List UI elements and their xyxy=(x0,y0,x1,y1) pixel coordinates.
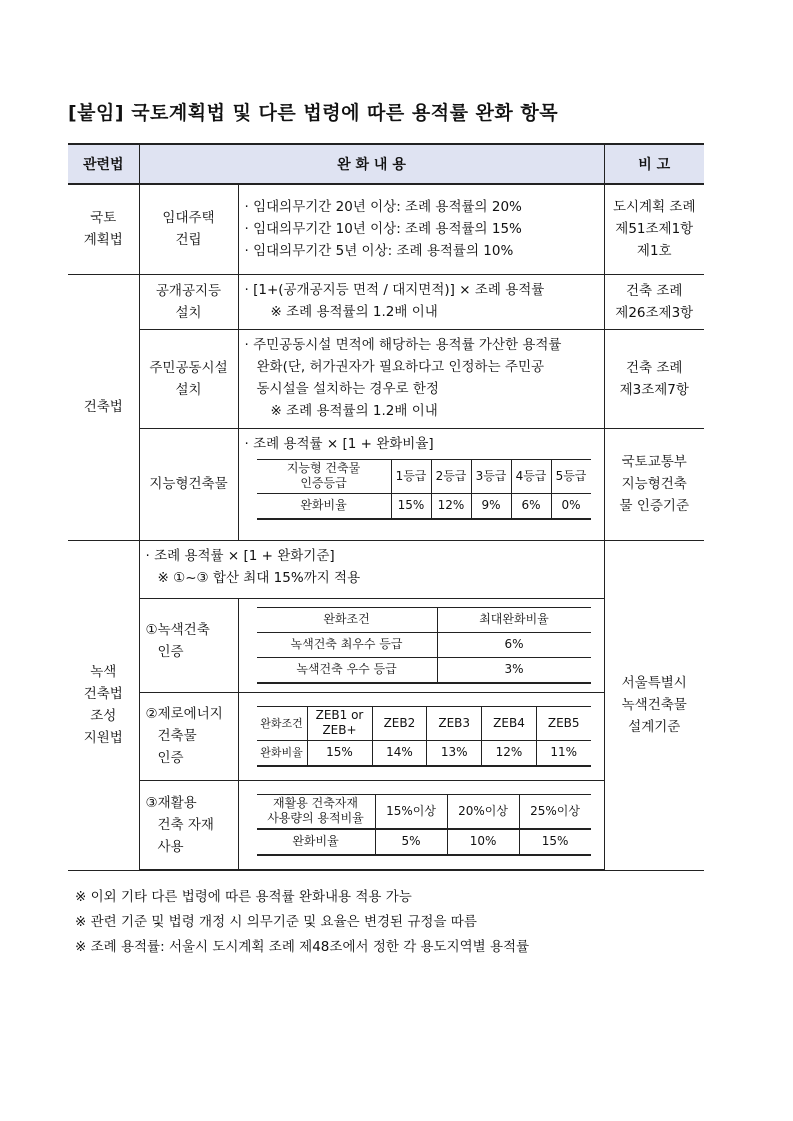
rate-cell: 15% xyxy=(519,829,590,855)
content-cell xyxy=(139,540,604,598)
content-line: ※ 조례 용적률의 1.2배 이내 xyxy=(270,303,438,320)
item-text: 임대주택 xyxy=(162,210,215,227)
item-text: 설치 xyxy=(175,381,202,398)
header-remarks: 비 고 xyxy=(604,144,704,184)
level-cell: 25%이상 xyxy=(519,795,590,829)
law-cell xyxy=(68,184,139,274)
grade-cell: 4등급 xyxy=(511,459,551,493)
content-cell xyxy=(238,598,604,692)
grade-cell: ZEB5 xyxy=(536,706,590,740)
cell-text: 사용량의 용적비율 xyxy=(267,811,364,826)
remarks-text: 설계기준 xyxy=(628,719,681,735)
table-row xyxy=(68,540,704,598)
table-row xyxy=(68,428,704,540)
item-cell: 지능형건축물 xyxy=(139,428,238,540)
rate-cell: 0% xyxy=(551,493,591,519)
content-line: · 조례 용적률 × [1 + 완화기준] xyxy=(145,547,335,564)
item-text: ②제로에너지 xyxy=(145,706,223,722)
content-line: · 임대의무기간 5년 이상: 조례 용적률의 10% xyxy=(244,243,514,260)
law-text: 국토 xyxy=(90,210,117,227)
remarks-cell xyxy=(604,329,704,428)
zeb-table xyxy=(257,706,591,767)
green-cert-table xyxy=(257,607,591,684)
law-cell xyxy=(68,540,139,870)
rate-cell: 5% xyxy=(375,829,447,855)
remarks-text: 도시계획 조례 xyxy=(612,199,696,216)
remarks-cell xyxy=(604,274,704,329)
rate-cell: 6% xyxy=(437,632,591,657)
remarks-text: 물 인증기준 xyxy=(619,498,689,514)
level-cell: 20%이상 xyxy=(447,795,519,829)
content-cell xyxy=(238,329,604,428)
item-text: ①녹색건축 xyxy=(145,621,210,638)
content-line: · 임대의무기간 10년 이상: 조례 용적률의 15% xyxy=(244,221,522,238)
content-line: · 임대의무기간 20년 이상: 조례 용적률의 20% xyxy=(244,199,522,216)
item-cell xyxy=(139,184,238,274)
item-text: 사용 xyxy=(157,838,184,855)
remarks-text: 제51조제1항 xyxy=(615,221,694,238)
cell-text: 재활용 건축자재 xyxy=(273,796,358,811)
item-text: ③재활용 xyxy=(145,794,197,811)
rate-cell: 13% xyxy=(427,740,482,766)
table-row xyxy=(68,184,704,274)
remarks-text: 건축 조례 xyxy=(626,359,683,376)
table-header-row xyxy=(68,144,704,184)
rate-cell: 15% xyxy=(307,740,372,766)
smart-head-cell xyxy=(257,459,392,493)
grade-cell: ZEB1 or ZEB+ xyxy=(307,706,372,740)
remarks-text: 녹색건축물 xyxy=(621,697,687,713)
item-cell xyxy=(139,780,238,870)
content-line: 완화(단, 허가권자가 필요하다고 인정하는 주민공 xyxy=(256,358,545,375)
remarks-cell xyxy=(604,184,704,274)
content-cell xyxy=(238,274,604,329)
rate-cell: 9% xyxy=(471,493,511,519)
law-text: 녹색 xyxy=(90,664,117,680)
item-cell xyxy=(139,329,238,428)
head-cell xyxy=(257,795,376,829)
remarks-text: 국토교통부 xyxy=(621,454,687,470)
rate-label-cell: 완화비율 xyxy=(257,829,376,855)
law-text: 계획법 xyxy=(83,232,123,249)
content-line: 동시설을 설치하는 경우로 한정 xyxy=(256,380,439,397)
remarks-text: 지능형건축 xyxy=(621,476,687,492)
cell-text: 지능형 건축물 xyxy=(286,461,361,475)
header-content: 완 화 내 용 xyxy=(139,144,604,184)
grade-cell: ZEB2 xyxy=(372,706,427,740)
content-cell xyxy=(238,428,604,540)
content-line: · [1+(공개공지등 면적 / 대지면적)] × 조례 용적률 xyxy=(244,281,545,298)
grade-cell: ZEB4 xyxy=(482,706,537,740)
grade-cell: 2등급 xyxy=(431,459,471,493)
content-line: ※ 조례 용적률의 1.2배 이내 xyxy=(270,402,438,419)
content-cell xyxy=(238,780,604,870)
rate-label-cell: 완화비율 xyxy=(257,493,392,519)
item-text: 공개공지등 xyxy=(155,282,222,299)
condition-cell: 녹색건축 최우수 등급 xyxy=(257,632,438,657)
content-line: ※ ①~③ 합산 최대 15%까지 적용 xyxy=(157,569,361,586)
item-text: 인증 xyxy=(157,750,184,766)
footnotes xyxy=(75,885,529,960)
content-cell xyxy=(238,184,604,274)
head-cell: 완화조건 xyxy=(257,607,438,632)
grade-cell: 3등급 xyxy=(471,459,511,493)
rate-cell: 3% xyxy=(437,657,591,683)
remarks-text: 건축 조례 xyxy=(626,282,683,299)
remarks-text: 서울특별시 xyxy=(621,675,687,691)
page-title: [붙임] 국토계획법 및 다른 법령에 따른 용적률 완화 항목 xyxy=(68,102,559,124)
rate-cell: 15% xyxy=(391,493,431,519)
relaxation-table xyxy=(68,143,704,871)
item-text: 건립 xyxy=(175,232,202,249)
item-cell xyxy=(139,274,238,329)
item-text: 설치 xyxy=(175,304,202,321)
remarks-cell xyxy=(604,428,704,540)
table-row xyxy=(68,274,704,329)
remarks-text: 제1호 xyxy=(636,243,672,260)
law-text: 조성 xyxy=(90,708,117,724)
header-law: 관련법 xyxy=(68,144,139,184)
footnote: ※ 조례 용적률: 서울시 도시계획 조례 제48조에서 정한 각 용도지역별 용적률 xyxy=(75,939,530,955)
rate-cell: 12% xyxy=(482,740,537,766)
item-text: 건축물 xyxy=(157,728,197,744)
law-text: 건축법 xyxy=(83,686,123,702)
content-line: · 주민공동시설 면적에 해당하는 용적률 가산한 용적률 xyxy=(244,336,562,353)
item-cell xyxy=(139,692,238,780)
law-cell: 건축법 xyxy=(68,274,139,540)
footnote: ※ 이외 기타 다른 법령에 따른 용적률 완화내용 적용 가능 xyxy=(75,889,412,905)
table-row xyxy=(68,329,704,428)
item-cell xyxy=(139,598,238,692)
item-text: 인증 xyxy=(157,643,184,660)
law-text: 지원법 xyxy=(83,730,123,746)
smart-grade-table xyxy=(257,459,591,520)
grade-cell: ZEB3 xyxy=(427,706,482,740)
head-cell: 완화조건 xyxy=(257,706,308,740)
rate-cell: 6% xyxy=(511,493,551,519)
remarks-text: 제26조제3항 xyxy=(615,304,694,321)
head-cell: 최대완화비율 xyxy=(437,607,591,632)
remarks-text: 제3조제7항 xyxy=(619,381,689,398)
condition-cell: 녹색건축 우수 등급 xyxy=(257,657,438,683)
rate-label-cell: 완화비율 xyxy=(257,740,308,766)
remarks-cell xyxy=(604,540,704,870)
rate-cell: 12% xyxy=(431,493,471,519)
content-cell xyxy=(238,692,604,780)
rate-cell: 14% xyxy=(372,740,427,766)
level-cell: 15%이상 xyxy=(375,795,447,829)
cell-text: 인증등급 xyxy=(300,476,347,490)
item-text: 주민공동시설 xyxy=(149,359,228,376)
item-text: 건축 자재 xyxy=(157,816,214,833)
footnote: ※ 관련 기준 및 법령 개정 시 의무기준 및 요율은 변경된 규정을 따름 xyxy=(75,914,477,930)
content-line: · 조례 용적률 × [1 + 완화비율] xyxy=(244,435,434,452)
rate-cell: 10% xyxy=(447,829,519,855)
grade-cell: 1등급 xyxy=(391,459,431,493)
rate-cell: 11% xyxy=(536,740,590,766)
grade-cell: 5등급 xyxy=(551,459,591,493)
recycle-table xyxy=(257,794,591,856)
